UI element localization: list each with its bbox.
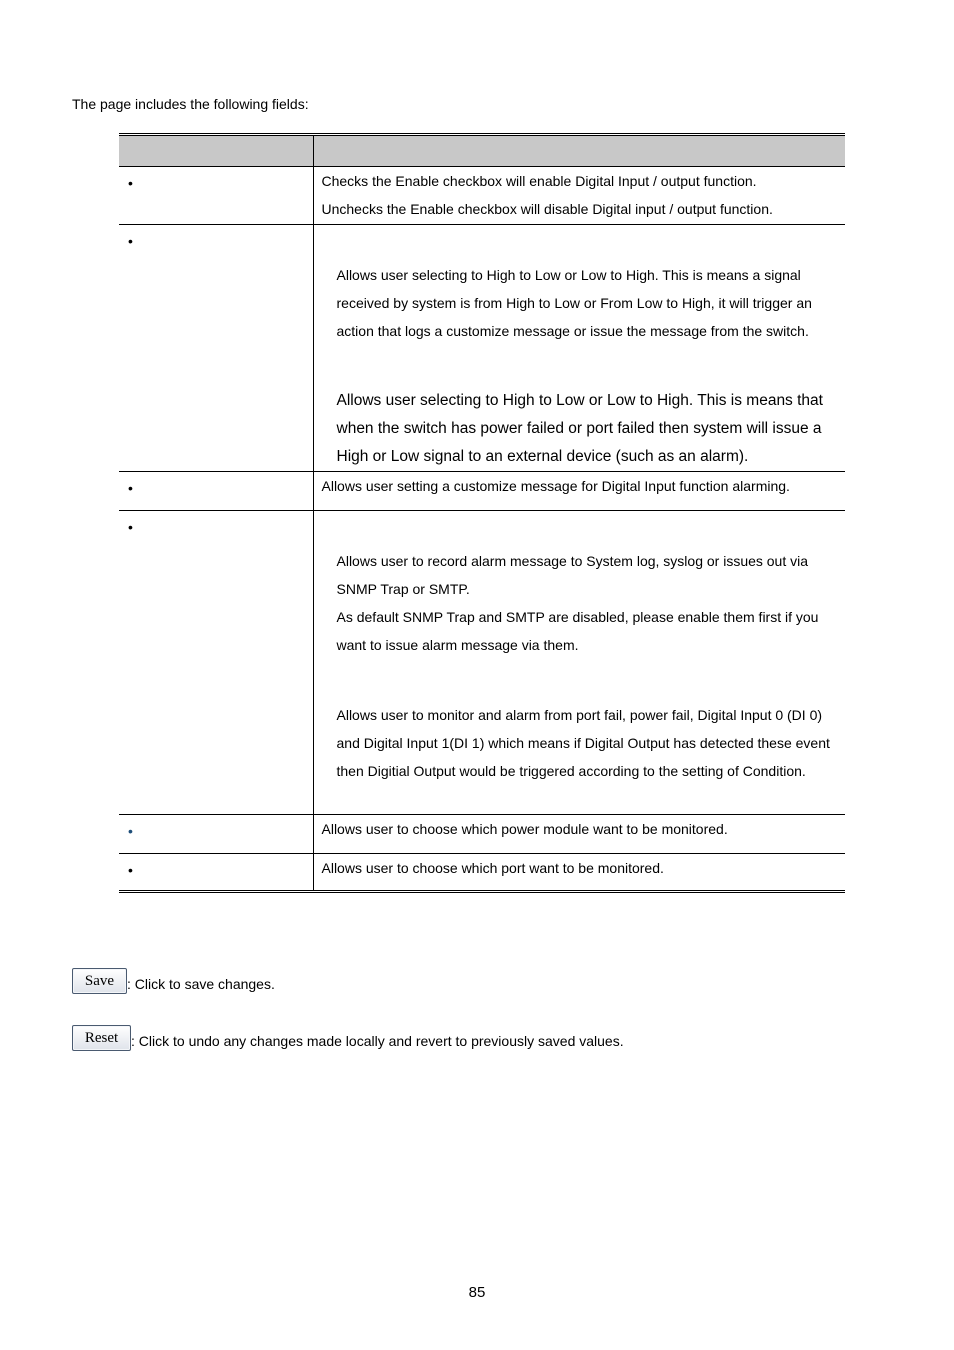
description-cell <box>313 815 845 854</box>
bullet-icon: • <box>128 480 133 496</box>
table-row <box>119 472 845 511</box>
description-text: Allows user to choose which power module want to be monitored. <box>321 821 728 837</box>
description-text: Checks the Enable checkbox will enable Digital Input / output function. <box>321 173 757 189</box>
table-row <box>119 167 845 225</box>
save-button-description: : Click to save changes. <box>127 976 275 992</box>
description-text: Allows user to monitor and alarm from port fail, power fail, Digital Input 0 (DI 0) and Digital Input 1(DI 1) which means if Digital Output has detected these event then Digitial Output would be triggered according to the setting of Condition. <box>336 707 830 779</box>
description-cell <box>313 225 845 472</box>
object-cell <box>119 167 313 225</box>
description-text: Allows user selecting to High to Low or Low to High. This is means a signal received by system is from High to Low or From Low to High, it will trigger an action that logs a customize message or issue the message from the switch. <box>336 267 812 339</box>
header-description-cell <box>313 135 845 167</box>
table-row <box>119 854 845 892</box>
reset-button-help <box>72 1025 624 1051</box>
object-cell <box>119 815 313 854</box>
description-text: Allows user to record alarm message to System log, syslog or issues out via SNMP Trap or SMTP. <box>336 553 809 597</box>
description-text: Allows user to choose which port want to be monitored. <box>321 860 664 876</box>
table-row <box>119 815 845 854</box>
object-cell <box>119 225 313 472</box>
table-header-row <box>119 135 845 167</box>
bullet-icon: • <box>128 175 133 191</box>
description-text: As default SNMP Trap and SMTP are disabled, please enable them first if you want to issue alarm message via them. <box>336 609 819 653</box>
bullet-icon: • <box>128 519 133 535</box>
description-text: Allows user setting a customize message for Digital Input function alarming. <box>321 478 790 494</box>
fields-table <box>119 133 845 893</box>
header-object-cell <box>119 135 313 167</box>
save-button[interactable]: Save <box>72 968 127 994</box>
description-text: Unchecks the Enable checkbox will disable Digital input / output function. <box>321 201 773 217</box>
bullet-icon: • <box>128 823 133 839</box>
save-button-help <box>72 968 275 994</box>
table-row <box>119 225 845 472</box>
description-cell <box>313 854 845 892</box>
page-number: 85 <box>468 1284 486 1301</box>
intro-text: The page includes the following fields: <box>72 96 309 112</box>
description-text: Allows user selecting to High to Low or Low to High. This is means that when the switch has power failed or port failed then system will issue a High or Low signal to an external device (such as an alarm). <box>336 392 823 465</box>
description-cell <box>313 511 845 815</box>
bullet-icon: • <box>128 862 133 878</box>
object-cell <box>119 511 313 815</box>
description-cell <box>313 472 845 511</box>
reset-button-description: : Click to undo any changes made locally and revert to previously saved values. <box>131 1033 624 1049</box>
object-cell <box>119 854 313 892</box>
description-cell <box>313 167 845 225</box>
object-cell <box>119 472 313 511</box>
reset-button[interactable]: Reset <box>72 1025 131 1051</box>
bullet-icon: • <box>128 233 133 249</box>
table-row <box>119 511 845 815</box>
